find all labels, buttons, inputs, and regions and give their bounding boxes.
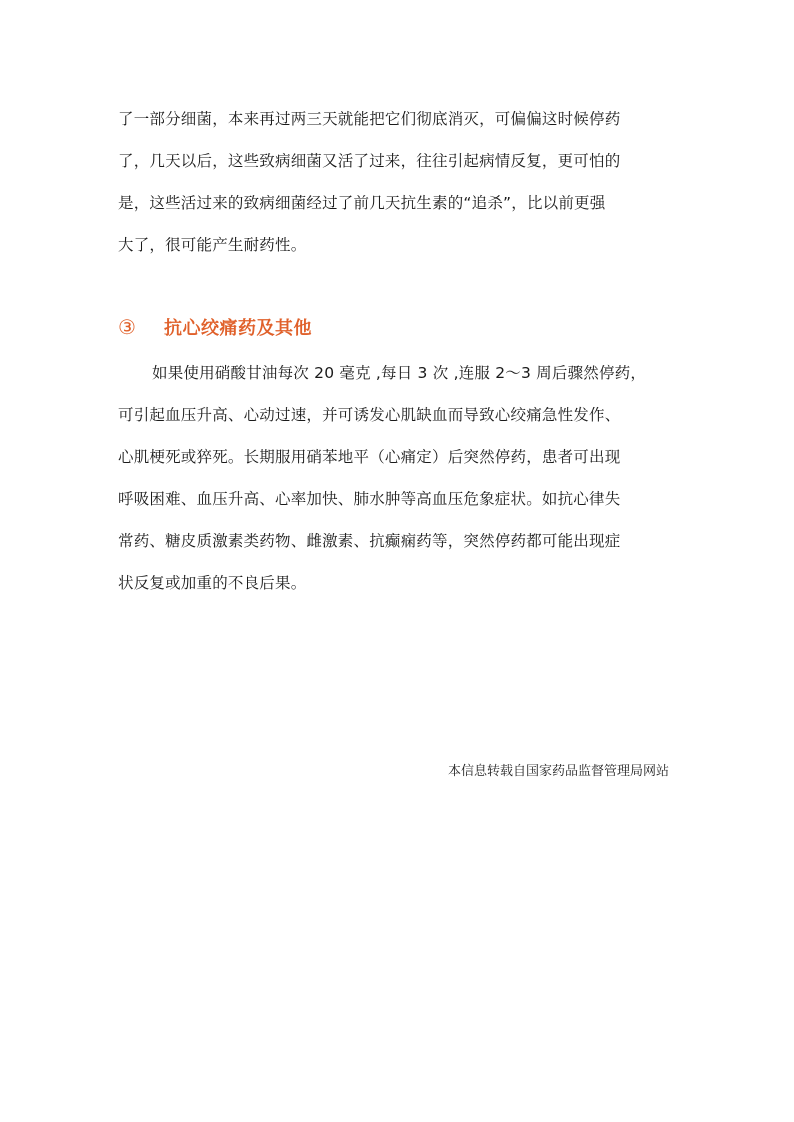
paragraph-line: 是，这些活过来的致病细菌经过了前几天抗生素的“追杀”，比以前更强 <box>118 194 606 212</box>
section-title: 抗心绞痛药及其他 <box>164 318 312 339</box>
paragraph-continuation <box>118 98 678 266</box>
source-note: 本信息转载自国家药品监督管理局网站 <box>447 764 669 779</box>
paragraph-line: 了，几天以后，这些致病细菌又活了过来，往往引起病情反复，更可怕的 <box>118 152 621 170</box>
paragraph-line: 可引起血压升高、心动过速，并可诱发心肌缺血而导致心绞痛急性发作、 <box>118 406 621 424</box>
paragraph-line: 如果使用硝酸甘油每次 20 毫克 ,每日 3 次 ,连服 2～3 周后骤然停药， <box>152 364 647 382</box>
paragraph-line: 心肌梗死或猝死。长期服用硝苯地平（心痛定）后突然停药，患者可出现 <box>118 448 621 466</box>
paragraph-line: 常药、糖皮质激素类药物、雌激素、抗癫痫药等，突然停药都可能出现症 <box>118 532 621 550</box>
paragraph-angina-drugs <box>118 352 678 604</box>
paragraph-line: 大了，很可能产生耐药性。 <box>118 236 307 254</box>
section-heading <box>118 310 312 344</box>
paragraph-line: 了一部分细菌，本来再过两三天就能把它们彻底消灭，可偏偏这时候停药 <box>118 110 621 128</box>
section-number: ③ <box>118 315 137 339</box>
paragraph-line: 状反复或加重的不良后果。 <box>118 574 307 592</box>
paragraph-line: 呼吸困难、血压升高、心率加快、肺水肿等高血压危象症状。如抗心律失 <box>118 490 621 508</box>
